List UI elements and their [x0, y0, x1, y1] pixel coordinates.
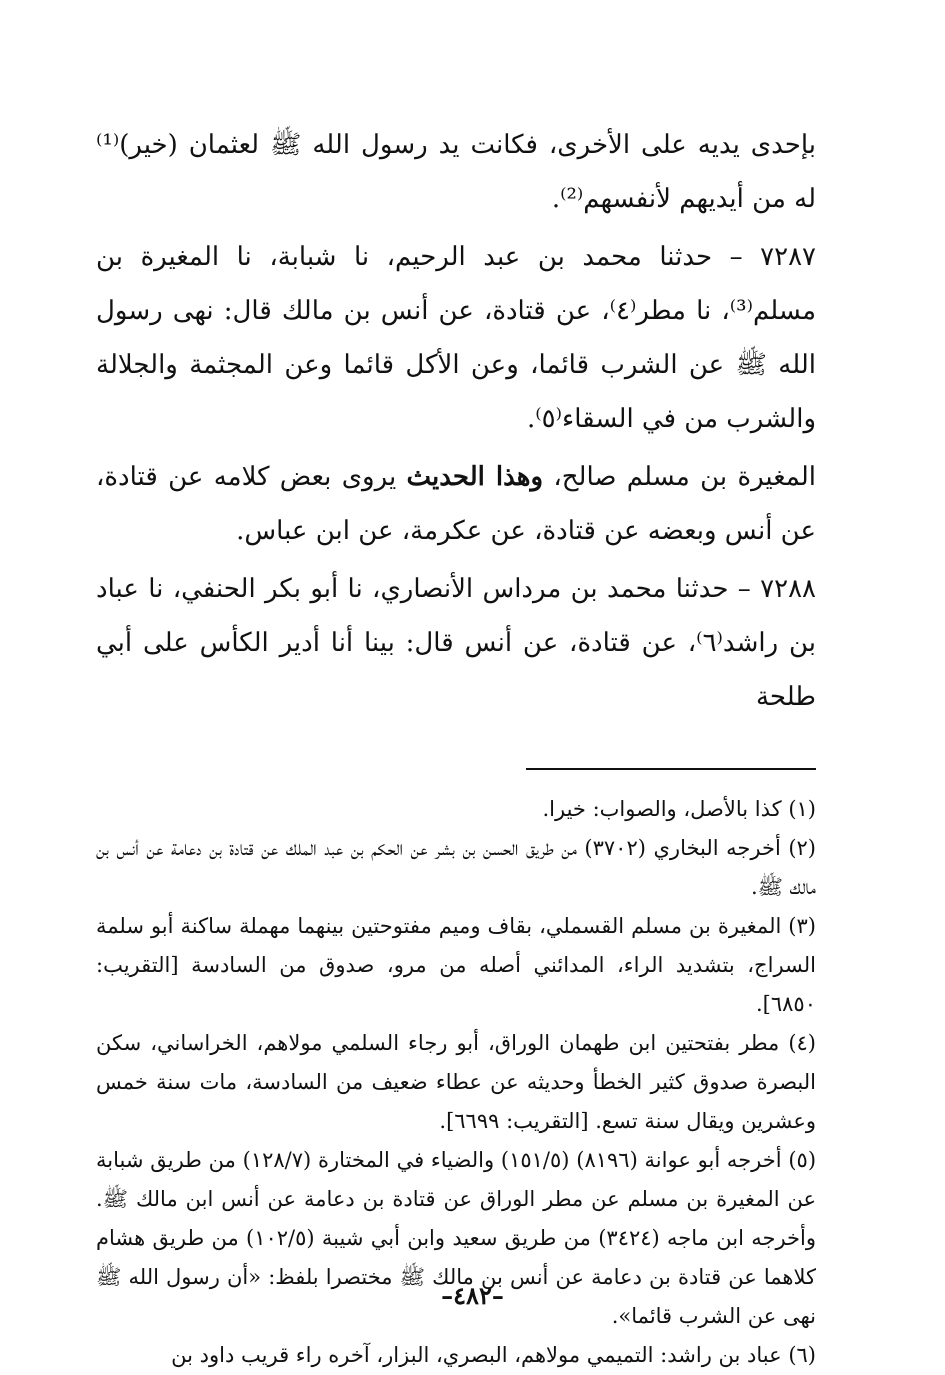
paragraph-hadith-7287: ٧٢٨٧ – حدثنا محمد بن عبد الرحيم، نا شبابة، نا المغيرة بن مسلم⁽³⁾، نا مطر⁽٤⁾، عن قتادة، عن أنس بن مالك قال: نهى رسول الله ﷺ عن الشرب قائما، وعن الأكل قائما وعن المجثمة والجلالة والشرب من في السقاء⁽٥⁾. [96, 242, 816, 434]
page-number: –٤٨٢– [441, 1281, 504, 1310]
footnote-6: (٦) عباد بن راشد: التميمي مولاهم، البصري، البزار، آخره راء قريب داود بن [171, 1343, 816, 1367]
paragraph-commentary [96, 450, 816, 558]
footnote-3: (٣) المغيرة بن مسلم القسملي، بقاف وميم مفتوحتين بينهما مهملة ساكنة أبو سلمة السراج، بتشديد الراء، المدائني أصله من مرو، صدوق من السادسة [التقريب: ٦٨٥٠]. [96, 914, 816, 1016]
footnote-4: (٤) مطر بفتحتين ابن طهمان الوراق، أبو رجاء السلمي مولاهم، الخراساني، سكن البصرة صدوق كثير الخطأ وحديثه عن عطاء ضعيف من السادسة، مات سنة خمس وعشرين ويقال سنة تسع. [التقريب: ٦٦٩٩]. [96, 1031, 816, 1133]
main-text [96, 118, 816, 724]
footnote-2: (٢) أخرجه البخاري (٣٧٠٢) من طريق الحسن بن بشر عن الحكم بن عبد الملك عن قتادة بن دعامة عن أنس بن مالك ﷺ. [96, 836, 816, 899]
paragraph-hadith-7288: ٧٢٨٨ – حدثنا محمد بن مرداس الأنصاري، نا أبو بكر الحنفي، نا عباد بن راشد⁽٦⁾، عن قتادة، عن أنس قال: بينا أنا أدير الكأس على أبي طلحة [96, 574, 816, 712]
document-page [96, 118, 817, 1367]
paragraph-1: بإحدى يديه على الأخرى، فكانت يد رسول الله ﷺ لعثمان (خير)⁽¹⁾ له من أيديهم لأنفسهم⁽²⁾. [96, 130, 816, 214]
commentary-part-1: المغيرة بن مسلم صالح، [543, 462, 816, 492]
footnote-5: (٥) أخرجه أبو عوانة (٨١٩٦) (١٥١/٥) والضياء في المختارة (١٢٨/٧) من طريق شبابة عن المغيرة بن مسلم عن مطر الوراق عن قتادة بن دعامة عن أنس ابن مالك ﷺ. وأخرجه ابن ماجه (٣٤٢٤) من طريق سعيد وابن أبي شيبة (١٠٢/٥) من طريق هشام كلاهما عن قتادة بن دعامة عن أنس بن مالك ﷺ مختصرا بلفظ: «أن رسول الله ﷺ نهى عن الشرب قائما». [96, 1148, 817, 1328]
commentary-bold-phrase: وهذا الحديث [406, 462, 544, 492]
commentary-part-2: يروى بعض كلامه عن قتادة، عن أنس وبعضه عن قتادة، عن عكرمة، عن ابن عباس. [96, 462, 816, 546]
footnote-divider [526, 768, 816, 770]
footnote-1: (١) كذا بالأصل، والصواب: خيرا. [542, 797, 816, 821]
